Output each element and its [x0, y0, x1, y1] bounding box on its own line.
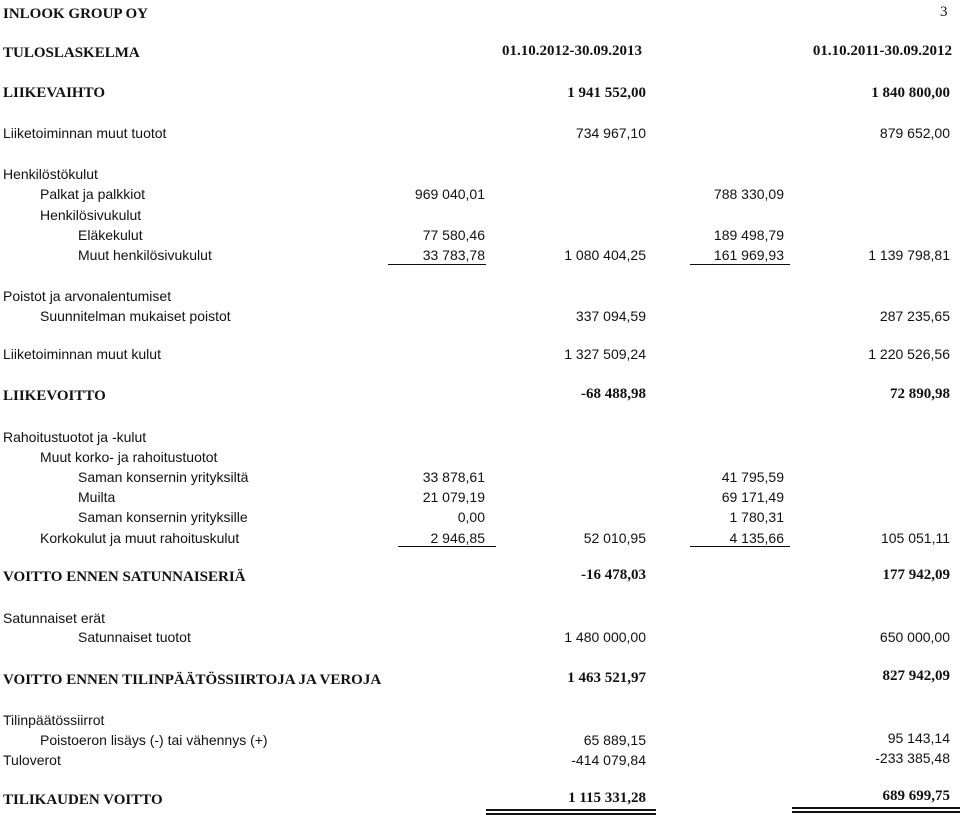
row-label-suunnitelman-mukaiset: Suunnitelman mukaiset poistot [40, 308, 231, 324]
row-label-muut-tuotot: Liiketoiminnan muut tuotot [3, 125, 167, 141]
row-label-henkilosivukulut: Henkilösivukulut [40, 207, 142, 223]
row-label-henkilostokulut: Henkilöstökulut [3, 166, 98, 182]
cur-total-suunnitelman-mukaiset: 337 094,59 [575, 308, 646, 324]
cur-detail-muilta: 21 079,19 [422, 489, 485, 505]
cur-total-tuloverot: -414 079,84 [571, 752, 646, 768]
cur-total-liikevaihto: 1 941 552,00 [567, 85, 646, 101]
statement-title: TULOSLASKELMA [3, 45, 140, 61]
cur-total-muut-tuotot: 734 967,10 [575, 125, 646, 141]
cur-total-voitto-ennen-tilinpaatos: 1 463 521,97 [567, 670, 646, 686]
row-label-poistoero: Poistoeron lisäys (-) tai vähennys (+) [40, 732, 268, 748]
row-label-muut-korko: Muut korko- ja rahoitustuotot [40, 449, 218, 465]
row-label-saman-konsernin-1: Saman konsernin yrityksiltä [78, 469, 249, 485]
cur-total-muut-henkilosivukulut: 1 080 404,25 [564, 247, 646, 263]
double-underline-previous-bottom [792, 811, 960, 813]
company-name: INLOOK GROUP OY [3, 6, 149, 22]
double-underline-previous-top [792, 807, 960, 809]
prev-total-voitto-ennen-satunnaisia: 177 942,09 [882, 567, 950, 583]
period-current-header: 01.10.2012-30.09.2013 [502, 43, 642, 59]
prev-total-muut-kulut: 1 220 526,56 [868, 346, 950, 362]
financial-underline-previous [690, 546, 790, 547]
prev-total-tuloverot: -233 385,48 [875, 750, 950, 766]
double-underline-current-bottom [486, 813, 656, 815]
prev-detail-elakekulut: 189 498,79 [713, 227, 784, 243]
prev-total-muut-tuotot: 879 652,00 [879, 125, 950, 141]
row-label-voitto-ennen-satunnaisia: VOITTO ENNEN SATUNNAISERIÄ [3, 569, 246, 585]
row-label-korkokulut: Korkokulut ja muut rahoituskulut [40, 530, 240, 546]
cur-total-tilikauden-voitto: 1 115 331,28 [568, 790, 646, 806]
prev-total-liikevoitto: 72 890,98 [890, 386, 950, 402]
cur-detail-saman-konsernin-2: 0,00 [457, 509, 485, 525]
row-label-liikevaihto: LIIKEVAIHTO [3, 85, 105, 101]
prev-total-liikevaihto: 1 840 800,00 [871, 85, 950, 101]
row-label-muut-kulut: Liiketoiminnan muut kulut [3, 346, 161, 362]
cur-detail-korkokulut: 2 946,85 [430, 530, 485, 546]
cur-detail-palkat: 969 040,01 [414, 186, 485, 202]
row-label-muilta: Muilta [78, 489, 116, 505]
prev-detail-saman-konsernin-1: 41 795,59 [721, 469, 784, 485]
subtotal-underline-current [388, 264, 486, 265]
prev-detail-muilta: 69 171,49 [721, 489, 784, 505]
prev-total-tilikauden-voitto: 689 699,75 [882, 788, 950, 804]
double-underline-current-top [486, 809, 656, 811]
prev-detail-palkat: 788 330,09 [713, 186, 784, 202]
cur-total-muut-kulut: 1 327 509,24 [564, 346, 646, 362]
row-label-palkat: Palkat ja palkkiot [40, 186, 146, 202]
cur-detail-muut-henkilosivukulut: 33 783,78 [422, 247, 485, 263]
cur-detail-elakekulut: 77 580,46 [422, 227, 485, 243]
subtotal-underline-previous [690, 264, 790, 265]
cur-total-liikevoitto: -68 488,98 [581, 386, 646, 402]
row-label-elakekulut: Eläkekulut [78, 227, 143, 243]
row-label-tuloverot: Tuloverot [3, 752, 61, 768]
row-label-satunnaiset-tuotot: Satunnaiset tuotot [78, 629, 191, 645]
row-label-liikevoitto: LIIKEVOITTO [3, 388, 106, 404]
prev-detail-muut-henkilosivukulut: 161 969,93 [713, 247, 784, 263]
cur-total-poistoero: 65 889,15 [583, 732, 646, 748]
period-previous-header: 01.10.2011-30.09.2012 [812, 43, 952, 59]
row-label-satunnaiset: Satunnaiset erät [3, 610, 105, 626]
prev-total-poistoero: 95 143,14 [887, 730, 950, 746]
row-label-tilikauden-voitto: TILIKAUDEN VOITTO [3, 792, 163, 808]
cur-total-satunnaiset-tuotot: 1 480 000,00 [564, 629, 646, 645]
page-number: 3 [940, 4, 948, 20]
cur-total-voitto-ennen-satunnaisia: -16 478,03 [581, 567, 646, 583]
row-label-saman-konsernin-2: Saman konsernin yrityksille [78, 509, 248, 525]
prev-total-muut-henkilosivukulut: 1 139 798,81 [868, 247, 950, 263]
row-label-voitto-ennen-tilinpaatos: VOITTO ENNEN TILINPÄÄTÖSSIIRTOJA JA VEROJA [3, 672, 382, 688]
cur-total-korkokulut: 52 010,95 [583, 530, 646, 546]
cur-detail-saman-konsernin-1: 33 878,61 [422, 469, 485, 485]
prev-total-korkokulut: 105 051,11 [880, 530, 950, 546]
prev-detail-saman-konsernin-2: 1 780,31 [729, 509, 784, 525]
financial-underline-current [398, 546, 496, 547]
prev-total-voitto-ennen-tilinpaatos: 827 942,09 [882, 668, 950, 684]
row-label-poistot: Poistot ja arvonalentumiset [3, 288, 172, 304]
row-label-muut-henkilosivukulut: Muut henkilösivukulut [78, 247, 212, 263]
prev-total-satunnaiset-tuotot: 650 000,00 [879, 629, 950, 645]
prev-detail-korkokulut: 4 135,66 [729, 530, 784, 546]
row-label-rahoitus: Rahoitustuotot ja -kulut [3, 429, 147, 445]
row-label-tilinpaatossiirrot: Tilinpäätössiirrot [3, 712, 105, 728]
prev-total-suunnitelman-mukaiset: 287 235,65 [879, 308, 950, 324]
